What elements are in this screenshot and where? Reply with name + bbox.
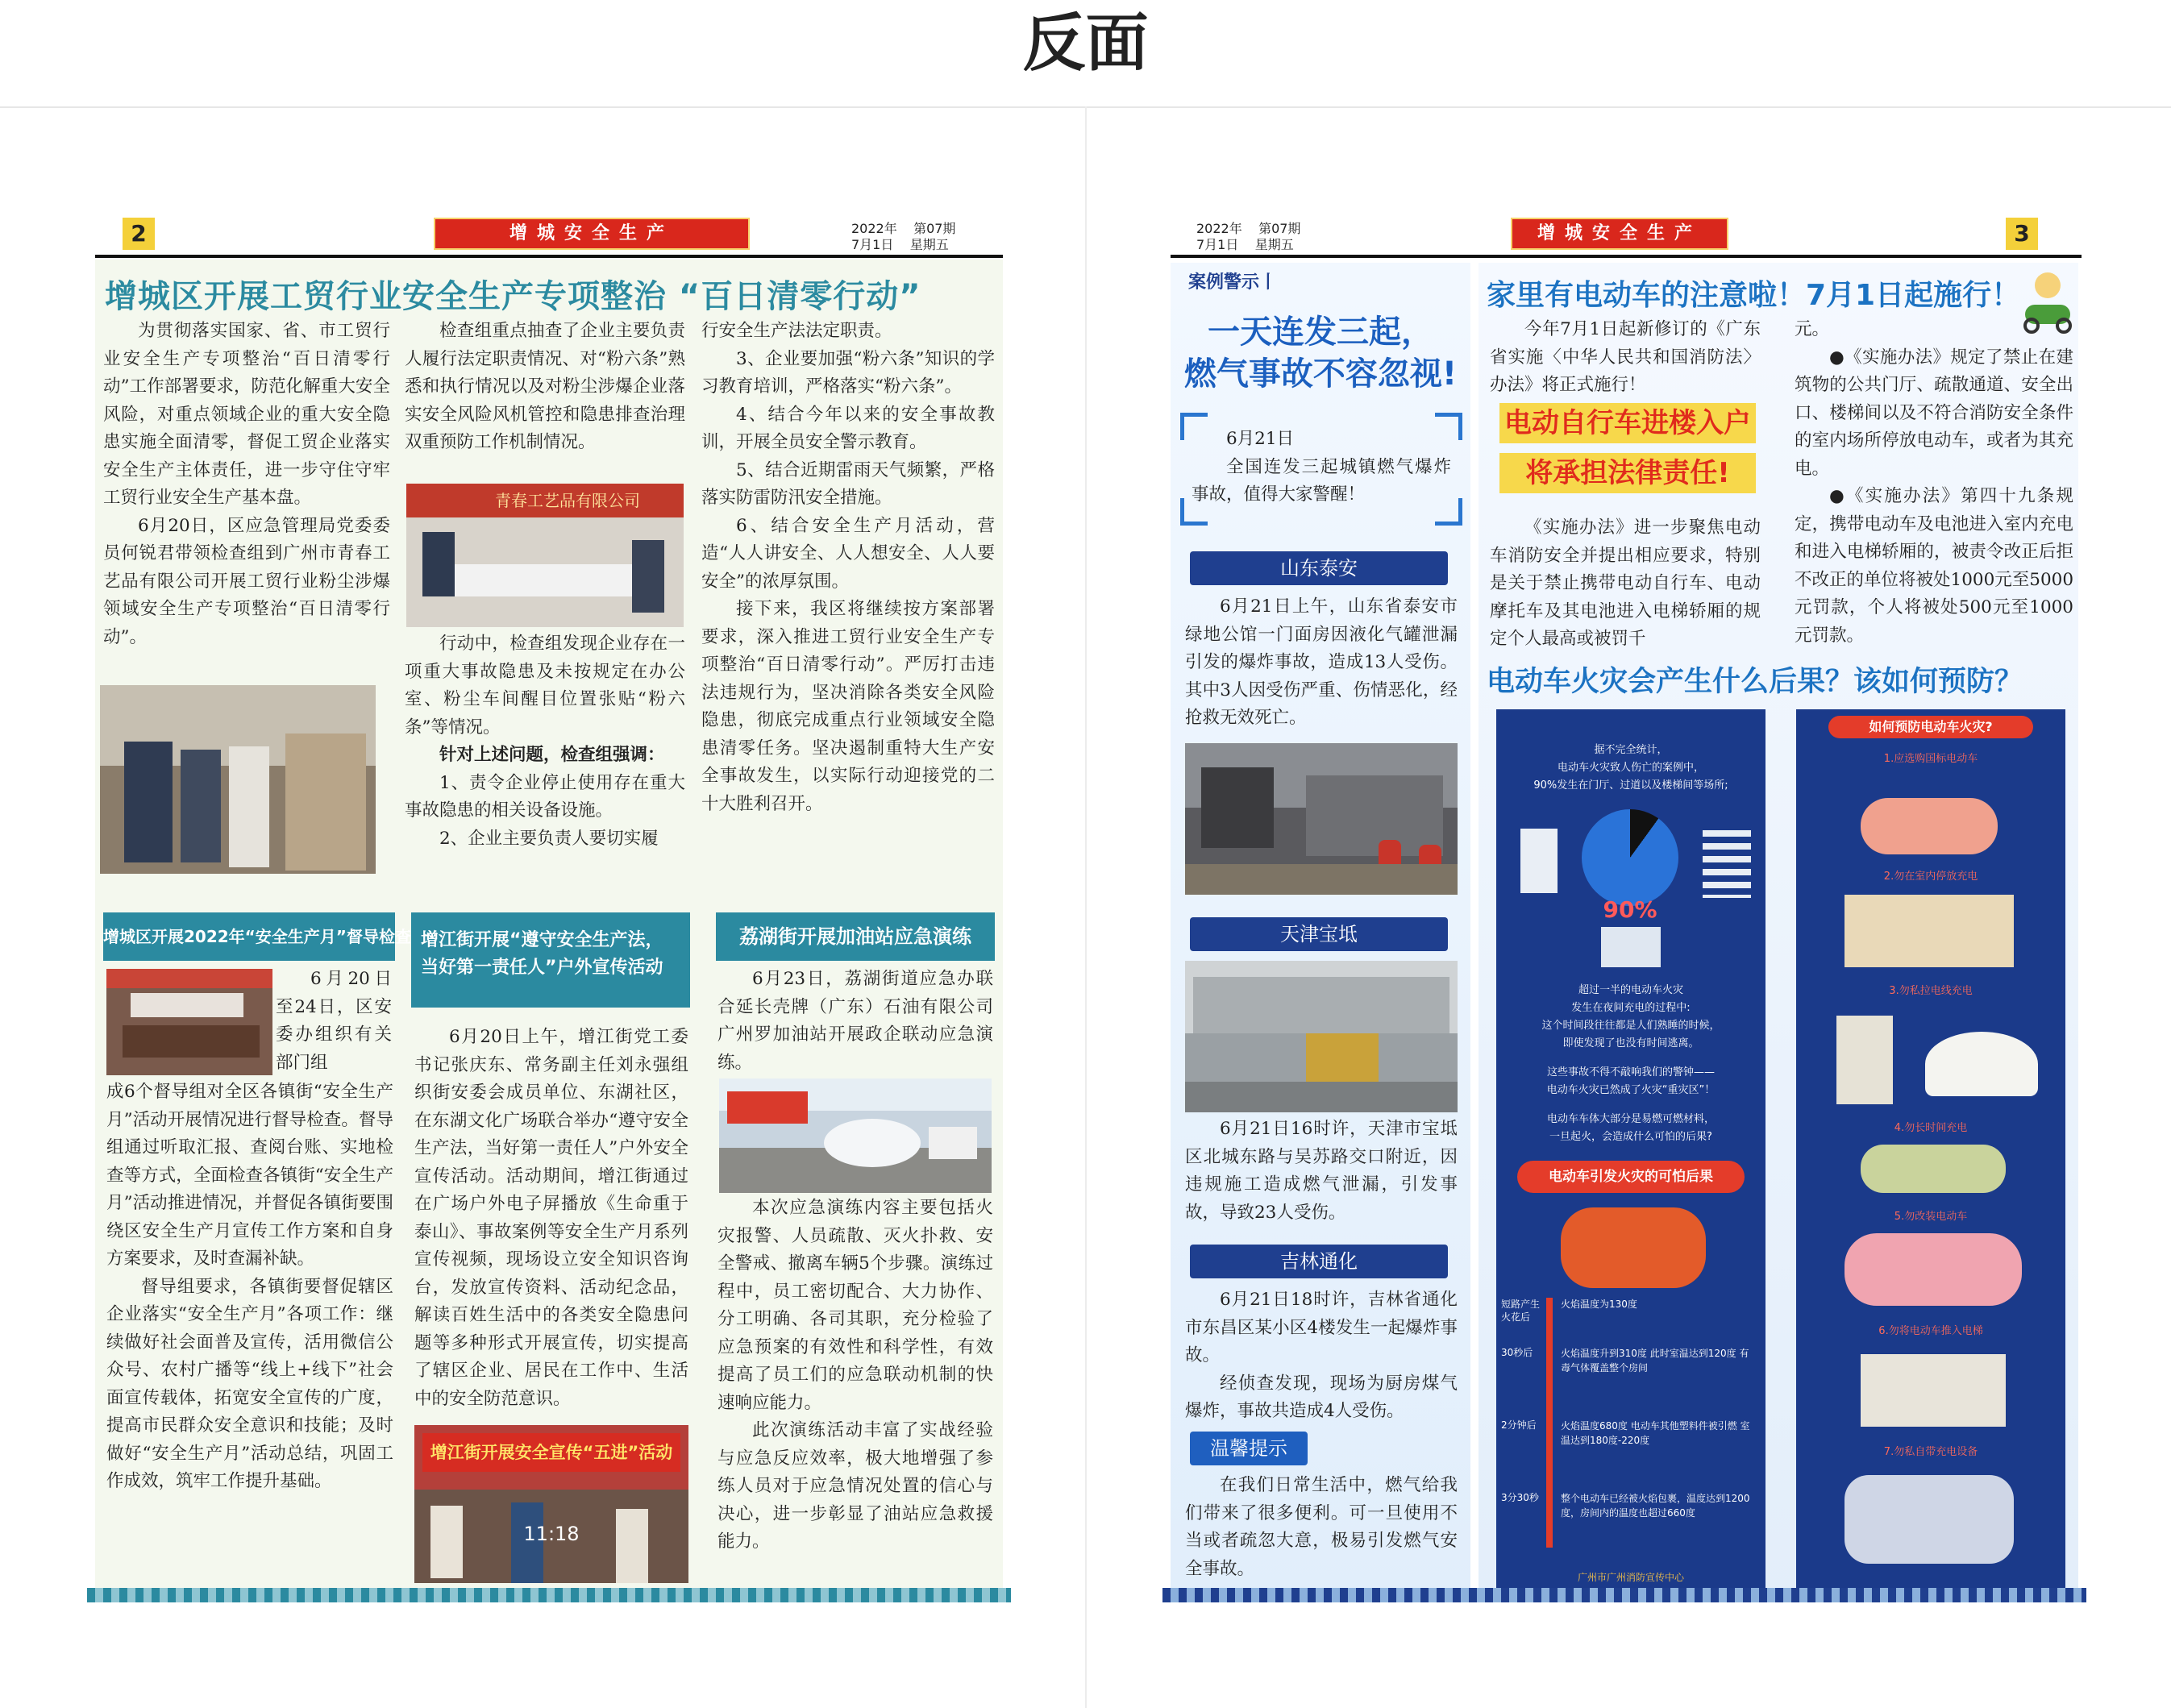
ebike-rules-col2: 元。 ●《实施办法》规定了禁止在建筑物的公共门厅、疏散通道、安全出口、楼梯间以及不符合消防安全条件的室内场所停放电动车，或者为其充电。 ●《实施办法》第四十九条规定，携带电动车及电池进入室内充电和进入电梯轿厢的，被责令改正后拒不改正的单位将被处1000元至5000元罚款，个人将被处500元至1000元罚款。: [1795, 319, 2073, 646]
story1-body: 成6个督导组对全区各镇街“安全生产月”活动开展情况进行督导检查。督导组通过听取汇报、查阅台账、实地检查等方式，全面检查各镇街“安全生产月”活动推进情况，并督促各镇街要围绕区安全生产月宣传工作方案和自身方案要求，及时查漏补缺。 督导组要求，各镇街要督促辖区企业落实“安全生产月”各项工作：继续做好社会面普及宣传，活用微信公众号、农村广播等“线上+线下”社会面宣传载体，拓宽安全宣传的广度，提高市民群众安全意识和技能；及时做好“安全生产月”活动总结，巩固工作成效，筑牢工作提升基础。: [106, 1082, 393, 1491]
tag-shandong: 山东泰安: [1190, 551, 1448, 585]
ebike-warning-2: 将承担法律责任!: [1499, 453, 1756, 493]
case-label: 案例警示丨: [1188, 272, 1278, 293]
notice-text: 全国连发三起城镇燃气爆炸事故，值得大家警醒！: [1192, 456, 1451, 505]
lead-col1-text: 为贯彻落实国家、省、市工贸行业安全生产专项整治“百日清零行动”工作部署要求，防范化解重大安全风险，对重点领域企业的重大安全隐患实施全面清零，督促工贸企业落实安全生产主体责任，进一步守住守牢工贸行业安全生产基本盘。 6月20日，区应急管理局党委委员何锐君带领检查组到广州市青春工艺品有限公司开展工贸行业粉尘涉爆领域安全生产专项整治“百日清零行动”。: [103, 321, 390, 647]
header-rule: [95, 255, 1003, 258]
footer-pattern: [87, 1588, 1011, 1602]
story3-body: 本次应急演练内容主要包括火灾报警、人员疏散、灭火扑救、安全警戒、撤离车辆5个步骤。演练过程中，员工密切配合、大力协作、分工明确、各司其职，充分检验了应急预案的有效性和科学性，有效提高了员工们的应急联动机制的快速响应能力。 此次演练活动丰富了实战经验与应急反应效率，极大地增强了参练人员对于应急情况处置的信心与决心，进一步彰显了油站应急救援能力。: [717, 1198, 993, 1552]
case-title-line2: 燃气事故不容忽视!: [1183, 355, 1458, 393]
tag-jilin: 吉林通化: [1190, 1245, 1448, 1278]
story3-title: 荔湖街开展加油站应急演练: [716, 912, 995, 961]
ebike-title: 家里有电动车的注意啦！7月1日起施行！: [1487, 279, 2021, 312]
notice-date: 6月21日: [1226, 429, 1295, 449]
tag-tip: 温馨提示: [1190, 1432, 1308, 1465]
lead-col2-text-b: 行动中，检查组发现企业存在一项重大事故隐患及未按规定在办公室、粉尘车间醒目位置张贴“粉六条”等情况。 针对上述问题，检查组强调： 1、责令企业停止使用存在重大事故隐患的相关设备设施。 2、企业主要负责人要切实履: [405, 634, 685, 849]
shandong-text: 6月21日上午，山东省泰安市绿地公馆一门面房因液化气罐泄漏引发的爆炸事故，造成13人受伤。其中3人因受伤严重、伤情恶化，经抢救无效死亡。: [1185, 596, 1458, 728]
story1-title: 增城区开展2022年“安全生产月”督导检查: [103, 912, 395, 961]
ebike-rules-text: 《实施办法》进一步聚焦电动车消防安全并提出相应要求，特别是关于禁止携带电动自行车、电动摩托车及其电池进入电梯轿厢的规定个人最高或被罚千: [1490, 517, 1761, 649]
notice-frame: [1180, 413, 1462, 526]
story1-lead-text: 6月20日至24日，区安委办组织有关部门组: [276, 969, 392, 1073]
page-heading: 反面: [1022, 7, 1149, 80]
tag-tianjin: 天津宝坻: [1190, 917, 1448, 951]
masthead: 增城安全生产: [434, 218, 750, 250]
page-number: 2: [123, 218, 155, 250]
lead-col3-text: 行安全生产法法定职责。 3、企业要加强“粉六条”知识的学习教育培训，严格落实“粉六条”。 4、结合今年以来的安全事故教训，开展全员安全警示教育。 5、结合近期雷雨天气频繁，严格落实防雷防汛安全措施。 6、结合安全生产月活动，营造“人人讲安全、人人想安全、人人要安全”的浓厚氛围。 接下来，我区将继续按方案部署要求，深入推进工贸行业安全生产专项整治“百日清零行动”。严厉打击违法违规行为，坚决消除各类安全风险隐患，彻底完成重点行业领域安全隐患清零任务。坚决遏制重特大生产安全事故发生，以实际行动迎接党的二十大胜利召开。: [701, 321, 995, 814]
ebike-warning-1: 电动自行车进楼入户: [1499, 403, 1756, 443]
lead-col2-text-a: 检查组重点抽查了企业主要负责人履行法定职责情况、对“粉六条”熟悉和执行情况以及对粉尘涉爆企业落实安全风险风机管控和隐患排查治理双重预防工作机制情况。: [405, 321, 685, 452]
percent-pie-chart: [1582, 809, 1678, 906]
newspaper-page-2: [95, 218, 1003, 1612]
tip-text: 在我们日常生活中，燃气给我们带来了很多便利。可一旦使用不当或者疏忽大意，极易引发燃气安全事故。: [1185, 1475, 1458, 1579]
masthead: 增城安全生产: [1511, 218, 1728, 250]
jilin-text: 6月21日18时许，吉林省通化市东昌区某小区4楼发生一起爆炸事故。 经侦查发现，现场为厨房煤气爆炸，事故共造成4人受伤。: [1185, 1290, 1458, 1421]
tianjin-photo: [1185, 961, 1458, 1112]
shandong-photo: [1185, 743, 1458, 895]
infographic-prevention: 如何预防电动车火灾? 1.应选购国标电动车 2.勿在室内停放充电 3.勿私拉电线充电 4.勿长时间充电 5.勿改装电动车 6.勿将电动车推入电梯 7.勿私自带充电设备: [1796, 709, 2065, 1590]
ebike-intro: 今年7月1日起新修订的《广东省实施〈中华人民共和国消防法〉办法》将正式施行！: [1490, 319, 1761, 395]
story2-title: 增江街开展“遵守安全生产法，当好第一责任人”户外宣传活动: [411, 912, 690, 1008]
issue-info: 2022年 第07期 7月1日 星期五: [1196, 221, 1301, 252]
lead-headline: 增城区开展工贸行业安全生产专项整治 “百日清零行动”: [105, 278, 921, 315]
page-number: 3: [2006, 218, 2038, 250]
issue-info: 2022年 第07期 7月1日 星期五: [851, 221, 956, 252]
newspaper-page-3: [1171, 218, 2086, 1612]
inspection-photo-1: [100, 685, 376, 874]
story1-photo: [106, 969, 272, 1075]
story3-lead: 6月23日，荔湖街道应急办联合延长壳牌（广东）石油有限公司广州罗加油站开展政企联动应急演练。: [717, 969, 993, 1073]
header-rule: [1171, 255, 2082, 258]
meeting-photo: 青春工艺品有限公司: [406, 484, 684, 627]
case-title-line1: 一天连发三起，: [1208, 314, 1433, 351]
story2-photo: 增江街开展安全宣传“五进”活动 11:18: [414, 1425, 688, 1583]
infographic-consequences: 据不完全统计， 电动车火灾致人伤亡的案例中， 90%发生在门厅、过道以及楼梯间等场所; 90% 超过一半的电动车火灾 发生在夜间充电的过程中: 这个时间段往往都是人们熟睡的时候， 即使发现了也没有时间逃离。 这些事故不得不敲响我们的警钟—— 电动车火灾已然成了火灾“重灾区”！ 电动车车体大部分是易燃可燃材料， 一旦起火，会造成什么可怕的后果? 电动车引发火灾的可怕后果 短路产生火花后 火焰温度为130度 30秒后 火焰温度升到310度 此时室温达到120度 有毒气体覆盖整个房间 2分钟后 火焰温度680度 电动车其他塑料件被引燃 室温达到180度-220度 3分30秒 整个电动车已经被火焰包裹，温度达到1200度，房间内的温度也超过660度 广州市广州消防宣传中心: [1496, 709, 1765, 1590]
fire-question-title: 电动车火灾会产生什么后果？该如何预防？: [1487, 666, 2023, 698]
story3-drill-photo: [719, 1078, 992, 1193]
story2-body: 6月20日上午，增江街党工委书记张庆东、常务副主任刘永强组织街安委会成员单位、东湖社区，在东湖文化广场联合举办“遵守安全生产法，当好第一责任人”户外安全宣传活动。活动期间，增江街通过在广场户外电子屏播放《生命重于泰山》、事故案例等安全生产月系列宣传视频，现场设立安全知识咨询台，发放宣传资料、活动纪念品，解读百姓生活中的各类安全隐患问题等多种形式开展宣传，切实提高了辖区企业、居民在工作中、生活中的安全防范意识。: [414, 1027, 688, 1409]
tianjin-text: 6月21日16时许，天津市宝坻区北城东路与吴苏路交口附近，因违规施工造成燃气泄漏，引发事故，导致23人受伤。: [1185, 1119, 1458, 1223]
page-split-line: [1085, 106, 1087, 1708]
consequence-badge: 电动车引发火灾的可怕后果: [1517, 1161, 1745, 1193]
footer-pattern: [1162, 1588, 2086, 1602]
